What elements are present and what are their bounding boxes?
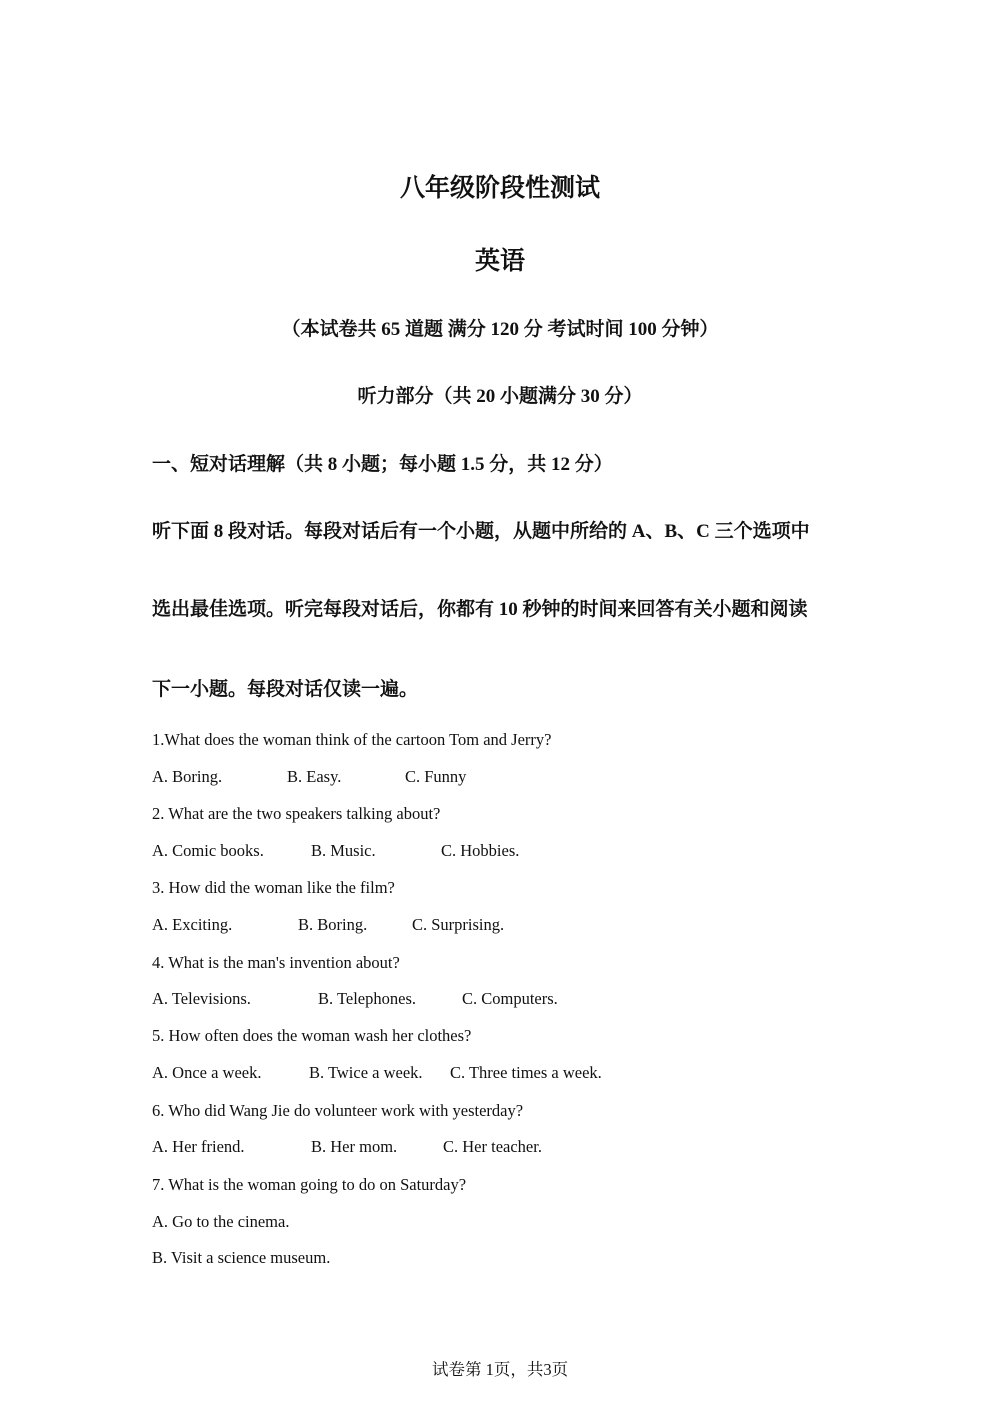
question-5: 5. How often does the woman wash her clothes? [152,1026,472,1045]
option-a: A. Exciting. [152,915,233,934]
option-a: A. Comic books. [152,841,264,860]
option-b: B. Twice a week. [309,1063,423,1082]
instruction-line: 下一小题。每段对话仅读一遍。 [152,679,419,700]
instruction-line: 选出最佳选项。听完每段对话后，你都有 10 秒钟的时间来回答有关小题和阅读 [152,599,808,620]
question-3: 3. How did the woman like the film? [152,878,395,897]
option-b: B. Music. [311,841,376,860]
option-b: B. Easy. [287,767,342,786]
option-a: A. Televisions. [152,989,251,1008]
option-c: C. Hobbies. [441,841,520,860]
option-a: A. Boring. [152,767,223,786]
option-a: A. Once a week. [152,1063,262,1082]
option-c: C. Surprising. [412,915,505,934]
option-c: C. Her teacher. [443,1137,542,1156]
page-number: 试卷第 1页，共3页 [431,1360,569,1379]
exam-info: （本试卷共 65 道题 满分 120 分 考试时间 100 分钟） [281,319,719,340]
option-b: B. Telephones. [318,989,416,1008]
option-c: C. Funny [405,767,467,786]
subject-title: 英语 [474,246,525,275]
option-c: C. Computers. [462,989,558,1008]
question-6: 6. Who did Wang Jie do volunteer work with yesterday? [152,1101,524,1120]
option-b: B. Boring. [298,915,368,934]
option-b: B. Her mom. [311,1137,398,1156]
question-4: 4. What is the man's invention about? [152,953,400,972]
section-heading: 一、短对话理解（共 8 小题；每小题 1.5 分，共 12 分） [152,454,613,475]
option-a: A. Go to the cinema. [152,1212,290,1231]
question-2: 2. What are the two speakers talking about? [152,804,441,823]
exam-title: 八年级阶段性测试 [399,173,600,202]
part-title: 听力部分（共 20 小题满分 30 分） [357,386,643,407]
option-b: B. Visit a science museum. [152,1248,331,1267]
instruction-line: 听下面 8 段对话。每段对话后有一个小题，从题中所给的 A、B、C 三个选项中 [152,521,810,542]
question-7: 7. What is the woman going to do on Saturday? [152,1175,467,1194]
option-a: A. Her friend. [152,1137,245,1156]
question-1: 1.What does the woman think of the cartoon Tom and Jerry? [152,730,552,749]
option-c: C. Three times a week. [450,1063,602,1082]
